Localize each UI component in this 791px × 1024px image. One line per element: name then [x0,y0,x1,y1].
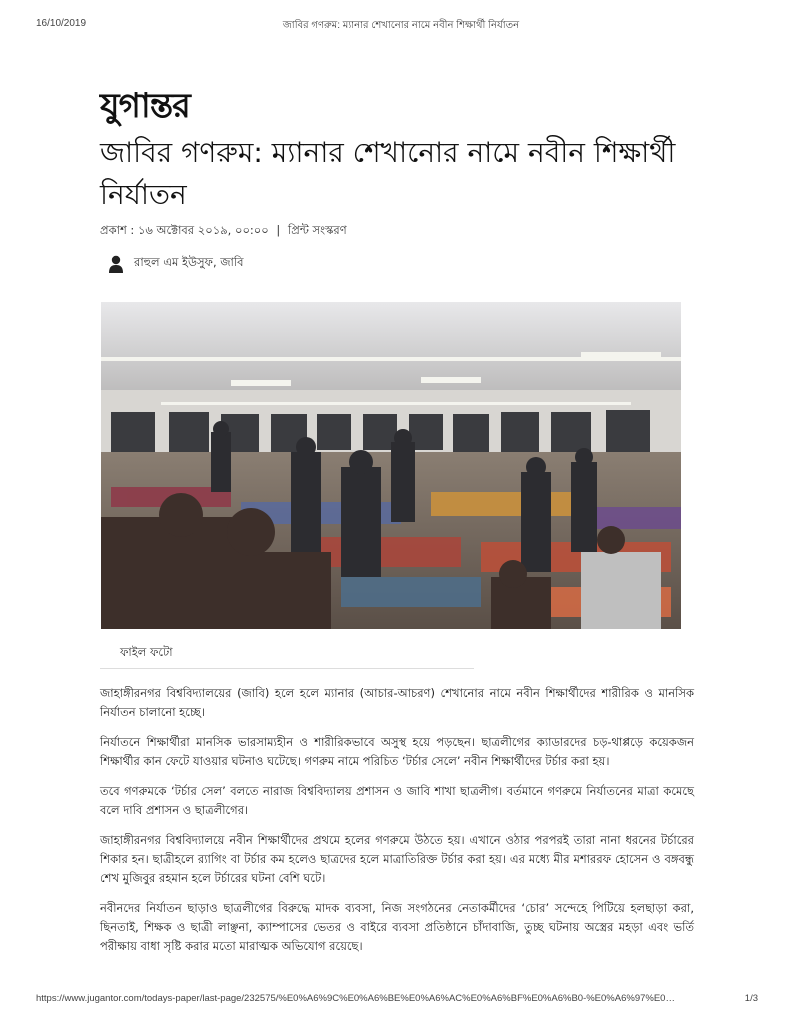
author-byline [108,254,244,273]
caption-divider [100,668,474,669]
meta-divider: | [276,223,281,237]
page-number: 1/3 [744,993,758,1004]
article-photo [101,302,681,629]
user-icon [108,255,124,273]
article-paragraph: নবীনদের নির্যাতন ছাড়াও ছাত্রলীগের বিরুদ্ধে মাদক ব্যবসা, নিজ সংগঠনের নেতাকর্মীদের ‘চোর’ সন্দেহে পিটিয়ে হলছাড়া করা, ছিনতাই, শিক্ষক ও ছাত্রী লাঞ্ছনা, ক্যাম্পাসের ভেতর ও বাইরে ব্যবসা প্রতিষ্ঠানে চাঁদাবাজি, তুচ্ছ ঘটনায় অস্ত্রের মহড়া এবং ভর্তি পরীক্ষায় বাধা সৃষ্টি করার মতো মারাত্মক অভিযোগ রয়েছে। [100,901,694,953]
hall-room-photo [101,302,681,629]
photo-caption: ফাইল ফটো [120,645,173,659]
article-paragraph: নির্যাতনে শিক্ষার্থীরা মানসিক ভারসাম্যহীন ও শারীরিকভাবে অসুস্থ হয়ে পড়ছেন। ছাত্রলীগের ক্যাডারদের চড়-থাপ্পড়ে কয়েকজন শিক্ষার্থীর কান ফেটে যাওয়ার ঘটনাও ঘটেছে। গণরুম নামে পরিচিত ‘টর্চার সেলে’ নবীন শিক্ষার্থীদের টর্চার করা হয়। [100,735,694,768]
article-paragraph: জাহাঙ্গীরনগর বিশ্ববিদ্যালয়ে নবীন শিক্ষার্থীদের প্রথমে হলের গণরুমে উঠতে হয়। এখানে ওঠার পরপরই তারা নানা ধরনের টর্চারের শিকার হন। ছাত্রীহলে র‌্যাগিং বা টর্চার কম হলেও ছাত্রদের হলে মাত্রাতিরিক্ত টর্চার করা হয়। এর মধ্যে মীর মশাররফ হোসেন ও বঙ্গবন্ধু শেখ মুজিবুর রহমান হলে টর্চারের ঘটনা বেশি ঘটে। [100,833,694,885]
article-headline: জাবির গণরুম: ম্যানার শেখানোর নামে নবীন শিক্ষার্থী নির্যাতন [100,136,676,211]
print-url: https://www.jugantor.com/todays-paper/last-page/232575/%E0%A6%9C%E0%A6%BE%E0%A6%AC%E0%A6%BF%E0%A6%B0-%E0%A6%97%E0… [36,993,675,1004]
print-edition-link[interactable]: প্রিন্ট সংস্করণ [287,223,347,237]
author-name: রাহুল এম ইউসুফ, জাবি [134,255,244,269]
article-meta [100,222,347,241]
publish-date: প্রকাশ : ১৬ অক্টোবর ২০১৯, ০০:০০ [100,223,269,237]
print-title: জাবির গণরুম: ম্যানার শেখানোর নামে নবীন শিক্ষার্থী নির্যাতন [282,20,520,31]
article-paragraph: তবে গণরুমকে ‘টর্চার সেল’ বলতে নারাজ বিশ্ববিদ্যালয় প্রশাসন ও জাবি শাখা ছাত্রলীগ। বর্তমানে গণরুমে নির্যাতনের মাত্রা কমেছে বলে দাবি প্রশাসন ও ছাত্রলীগের। [100,784,694,817]
newspaper-logo[interactable]: যুগান্তর [100,86,190,126]
article-paragraph: জাহাঙ্গীরনগর বিশ্ববিদ্যালয়ের (জাবি) হলে হলে ম্যানার (আচার-আচরণ) শেখানোর নামে নবীন শিক্ষার্থীদের শারীরিক ও মানসিক নির্যাতন চালানো হচ্ছে। [100,686,694,719]
print-date: 16/10/2019 [36,18,87,29]
article-body [100,684,694,967]
